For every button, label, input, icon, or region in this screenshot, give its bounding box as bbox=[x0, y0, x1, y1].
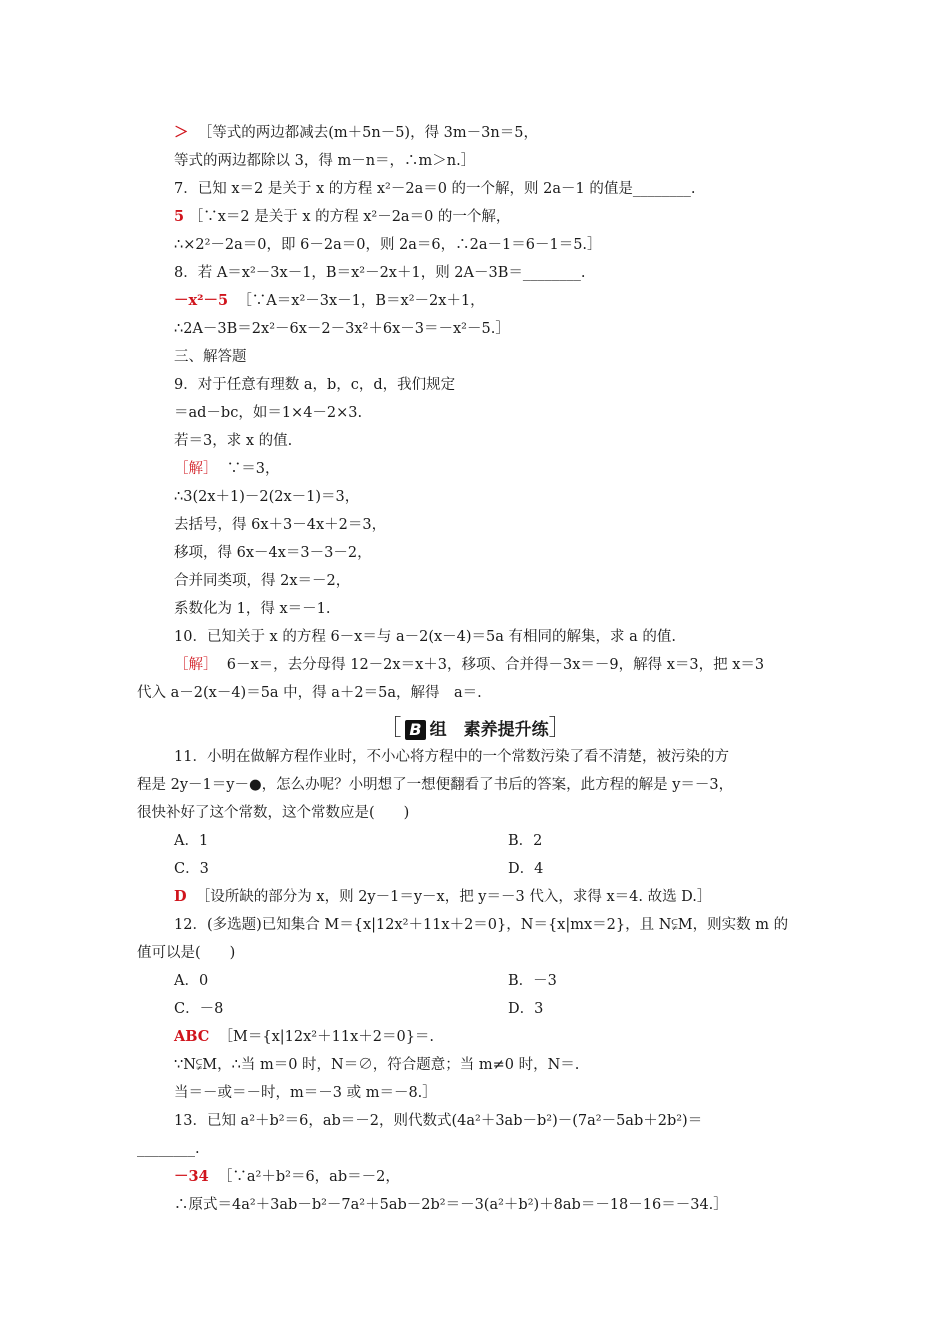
text: ________. bbox=[137, 1141, 200, 1157]
option-11-b: B．2 bbox=[508, 833, 543, 849]
answer: ［解］ bbox=[174, 657, 218, 673]
solution-9 bbox=[174, 459, 279, 481]
text: 移项，得 6x－4x＝3－3－2， bbox=[174, 545, 372, 561]
text: 合并同类项，得 2x＝－2， bbox=[174, 573, 351, 589]
section-title: 组 素养提升练 bbox=[429, 720, 549, 740]
text: 值可以是( ) bbox=[137, 945, 236, 961]
question-9 bbox=[174, 375, 455, 397]
question-12 bbox=[174, 915, 788, 937]
answer: －x²－5 bbox=[174, 292, 229, 309]
line-18 bbox=[174, 599, 330, 621]
question-10 bbox=[174, 627, 676, 649]
line-17 bbox=[174, 571, 350, 593]
line-2 bbox=[174, 151, 475, 173]
text: 等式的两边都除以 3，得 m－n＝，∴m＞n.］ bbox=[174, 153, 476, 169]
text: 12．(多选题)已知集合 M＝{x|12x²＋11x＋2＝0}，N＝{x|mx＝2}，且 N⫋M，则实数 m 的 bbox=[174, 917, 789, 933]
text: 7．已知 x＝2 是关于 x 的方程 x²－2a＝0 的一个解，则 2a－1 的值是________. bbox=[174, 181, 696, 197]
question-13 bbox=[174, 1111, 702, 1133]
answer: ［解］ bbox=[174, 461, 218, 477]
right-bracket: ］ bbox=[548, 716, 571, 741]
line-m17 bbox=[174, 1195, 728, 1217]
text: 13．已知 a²＋b²＝6，ab＝－2，则代数式(4a²＋3ab－b²)－(7a²－5ab＋2b²)＝ bbox=[174, 1113, 703, 1129]
option-12-c: C．－8 bbox=[174, 1001, 224, 1017]
text: 若＝3，求 x 的值. bbox=[174, 433, 293, 449]
text: ∵＝3， bbox=[226, 461, 280, 477]
line-m2 bbox=[137, 775, 733, 797]
text: 系数化为 1，得 x＝－1. bbox=[174, 601, 331, 617]
section-title-3 bbox=[174, 347, 247, 369]
line-5 bbox=[174, 235, 602, 257]
text: ［设所缺的部分为 x，则 2y－1＝y－x，把 y＝－3 代入，求得 x＝4. 故选 D.］ bbox=[195, 889, 712, 905]
line-12 bbox=[174, 431, 292, 453]
line-16 bbox=[174, 543, 372, 565]
left-bracket: ［ bbox=[379, 716, 402, 741]
text: ［∵a²＋b²＝6，ab＝－2， bbox=[217, 1169, 400, 1185]
text: ∴3(2x＋1)－2(2x－1)＝3， bbox=[174, 489, 360, 505]
text: 程是 2y－1＝y－●，怎么办呢？小明想了一想便翻看了书后的答案，此方程的解是 y＝－3， bbox=[137, 777, 734, 793]
line-8 bbox=[174, 319, 510, 341]
text: ＝ad－bc，如＝1×4－2×3. bbox=[174, 405, 363, 421]
section-header-b bbox=[0, 711, 950, 742]
text: 很快补好了这个常数，这个常数应是( ) bbox=[137, 805, 410, 821]
text: 11．小明在做解方程作业时，不小心将方程中的一个常数污染了看不清楚，被污染的方 bbox=[174, 749, 729, 765]
line-21 bbox=[137, 683, 482, 705]
line-m12 bbox=[174, 1055, 579, 1077]
answer: ＞ bbox=[174, 124, 189, 141]
line-1 bbox=[174, 123, 538, 145]
answer: D bbox=[174, 888, 187, 905]
line-11 bbox=[174, 403, 362, 425]
text: 8．若 A＝x²－3x－1，B＝x²－2x＋1，则 2A－3B＝________. bbox=[174, 265, 586, 281]
text: 三、解答题 bbox=[174, 349, 247, 365]
option-12-d: D．3 bbox=[508, 1001, 544, 1017]
text: 当＝－或＝－时，m＝－3 或 m＝－8.］ bbox=[174, 1085, 437, 1101]
line-14 bbox=[174, 487, 359, 509]
text: ［M＝{x|12x²＋11x＋2＝0}＝. bbox=[218, 1029, 435, 1045]
answer-13 bbox=[174, 1167, 400, 1189]
answer: ABC bbox=[174, 1028, 210, 1045]
text: 9．对于任意有理数 a，b，c，d，我们规定 bbox=[174, 377, 456, 393]
answer: －34 bbox=[174, 1168, 209, 1185]
text: ∵N⫋M，∴当 m＝0 时，N＝∅，符合题意；当 m≠0 时，N＝. bbox=[174, 1057, 580, 1073]
answer-8 bbox=[174, 291, 485, 313]
option-11-a: A．1 bbox=[174, 833, 209, 849]
question-7 bbox=[174, 179, 695, 201]
line-m15 bbox=[137, 1139, 200, 1161]
text: 10．已知关于 x 的方程 6－x＝与 a－2(x－4)＝5a 有相同的解集，求 a 的值. bbox=[174, 629, 677, 645]
text: ∴×2²－2a＝0，即 6－2a＝0，则 2a＝6，∴2a－1＝6－1＝5.］ bbox=[174, 237, 602, 253]
question-11 bbox=[174, 747, 729, 769]
badge-b: B bbox=[405, 720, 425, 740]
option-11-d: D．4 bbox=[508, 861, 544, 877]
text: ［∵x＝2 是关于 x 的方程 x²－2a＝0 的一个解， bbox=[188, 209, 511, 225]
question-8 bbox=[174, 263, 586, 285]
line-15 bbox=[174, 515, 386, 537]
text: ［∵A＝x²－3x－1，B＝x²－2x＋1， bbox=[237, 293, 485, 309]
text: ∴2A－3B＝2x²－6x－2－3x²＋6x－3＝－x²－5.］ bbox=[174, 321, 510, 337]
text: 去括号，得 6x＋3－4x＋2＝3， bbox=[174, 517, 387, 533]
text: ∴原式＝4a²＋3ab－b²－7a²＋5ab－2b²＝－3(a²＋b²)＋8ab＝－18－16＝－34.］ bbox=[174, 1197, 728, 1213]
answer-12 bbox=[174, 1027, 434, 1049]
line-m3 bbox=[137, 803, 409, 825]
option-11-c: C．3 bbox=[174, 861, 209, 877]
option-12-b: B．－3 bbox=[508, 973, 557, 989]
solution-10 bbox=[174, 655, 764, 677]
text: 6－x＝，去分母得 12－2x＝x＋3，移项、合并得－3x＝－9，解得 x＝3，把 x＝3 bbox=[226, 657, 765, 673]
answer: 5 bbox=[174, 208, 185, 225]
answer-7 bbox=[174, 207, 510, 229]
option-12-a: A．0 bbox=[174, 973, 209, 989]
text: 代入 a－2(x－4)＝5a 中，得 a＋2＝5a，解得 a＝. bbox=[137, 685, 482, 701]
line-m13 bbox=[174, 1083, 437, 1105]
text: ［等式的两边都减去(m＋5n－5)，得 3m－3n＝5， bbox=[197, 125, 538, 141]
answer-11 bbox=[174, 887, 711, 909]
line-m8 bbox=[137, 943, 235, 965]
